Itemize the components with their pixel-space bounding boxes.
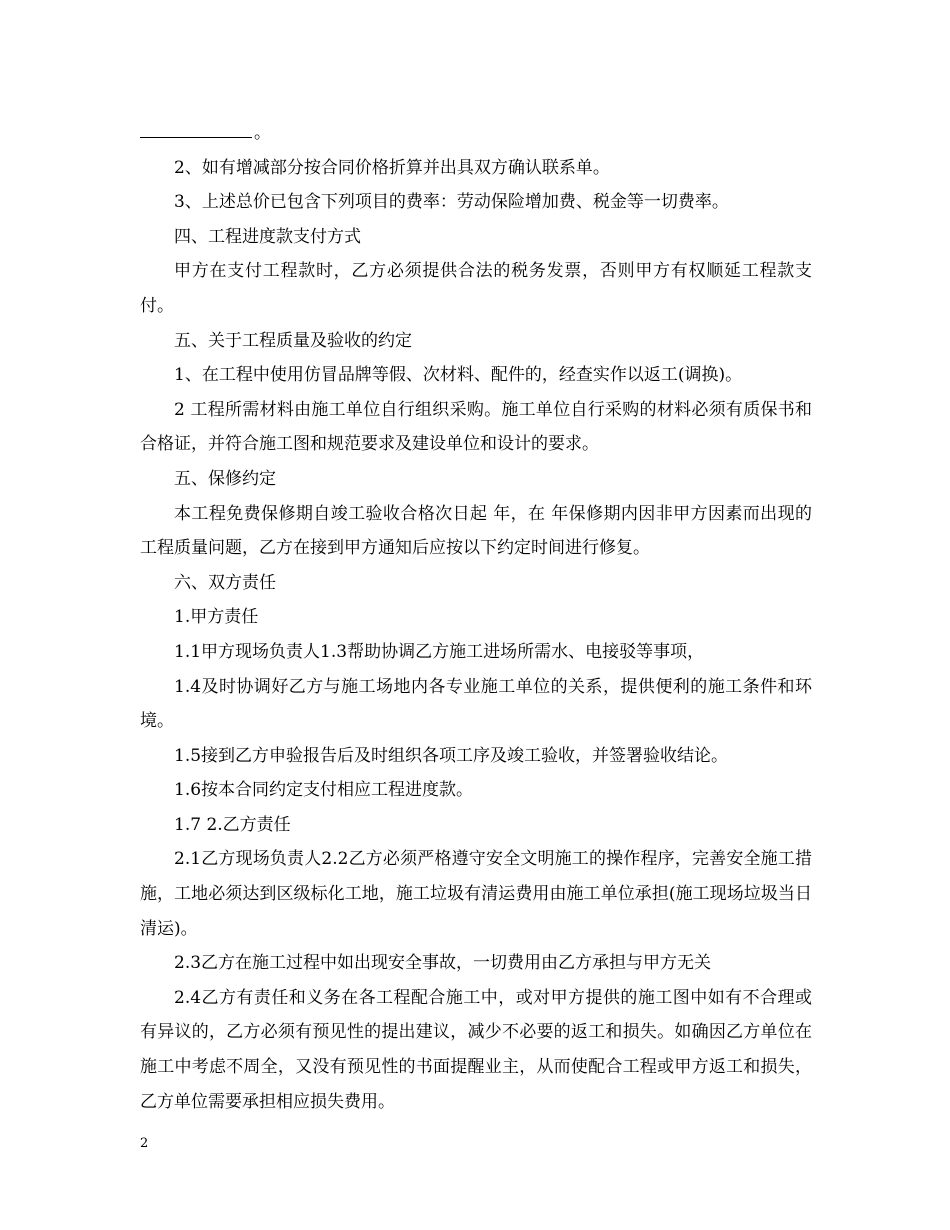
paragraph: 2、如有增减部分按合同价格折算并出具双方确认联系单。 xyxy=(174,157,610,178)
paragraph: 2.3乙方在施工过程中如出现安全事故，一切费用由乙方承担与甲方无关 xyxy=(174,953,712,974)
blank-line-tail: 。 xyxy=(254,123,271,143)
paragraph: 2.1乙方现场负责人2.2乙方必须严格遵守安全文明施工的操作程序，完善安全施工措施，工地必须达到区级标化工地，施工垃圾有清运费用由施工单位承担(施工现场垃圾当日清运)。 xyxy=(140,849,812,939)
fill-in-blank xyxy=(140,119,252,138)
paragraph: 1.5接到乙方申验报告后及时组织各项工序及竣工验收，并签署验收结论。 xyxy=(174,745,729,766)
sub-heading: 1.7 2.乙方责任 xyxy=(174,814,291,835)
paragraph: 1.4及时协调好乙方与施工场地内各专业施工单位的关系，提供便利的施工条件和环境。 xyxy=(140,676,812,732)
document-body xyxy=(140,116,812,1119)
paragraph: 1.6按本合同约定支付相应工程进度款。 xyxy=(174,780,474,801)
sub-heading: 1.甲方责任 xyxy=(174,607,259,628)
section-heading: 五、关于工程质量及验收的约定 xyxy=(174,330,412,351)
paragraph: 1.1甲方现场负责人1.3帮助协调乙方施工进场所需水、电接驳等事项， xyxy=(174,641,705,662)
paragraph: 3、上述总价已包含下列项目的费率：劳动保险增加费、税金等一切费率。 xyxy=(174,192,729,213)
section-heading: 四、工程进度款支付方式 xyxy=(174,226,361,247)
section-heading: 六、双方责任 xyxy=(174,572,276,593)
paragraph-blank-line xyxy=(140,116,812,151)
page-number: 2 xyxy=(140,1136,149,1151)
paragraph: 2.4乙方有责任和义务在各工程配合施工中，或对甲方提供的施工图中如有不合理或有异议的，乙方必须有预见性的提出建议，减少不必要的返工和损失。如确因乙方单位在施工中考虑不周全，又没有预见性的书面提醒业主，从而使配合工程或甲方返工和损失，乙方单位需要承担相应损失费用。 xyxy=(140,987,812,1112)
paragraph: 1、在工程中使用仿冒品牌等假、次材料、配件的，经查实作以返工(调换)。 xyxy=(174,365,743,386)
paragraph: 2 工程所需材料由施工单位自行组织采购。施工单位自行采购的材料必须有质保书和合格证，并符合施工图和规范要求及建设单位和设计的要求。 xyxy=(140,399,812,455)
paragraph: 甲方在支付工程款时，乙方必须提供合法的税务发票，否则甲方有权顺延工程款支付。 xyxy=(140,261,812,316)
section-heading: 五、保修约定 xyxy=(174,468,276,489)
paragraph: 本工程免费保修期自竣工验收合格次日起 年，在 年保修期内因非甲方因素而出现的工程质量问题，乙方在接到甲方通知后应按以下约定时间进行修复。 xyxy=(140,503,812,559)
